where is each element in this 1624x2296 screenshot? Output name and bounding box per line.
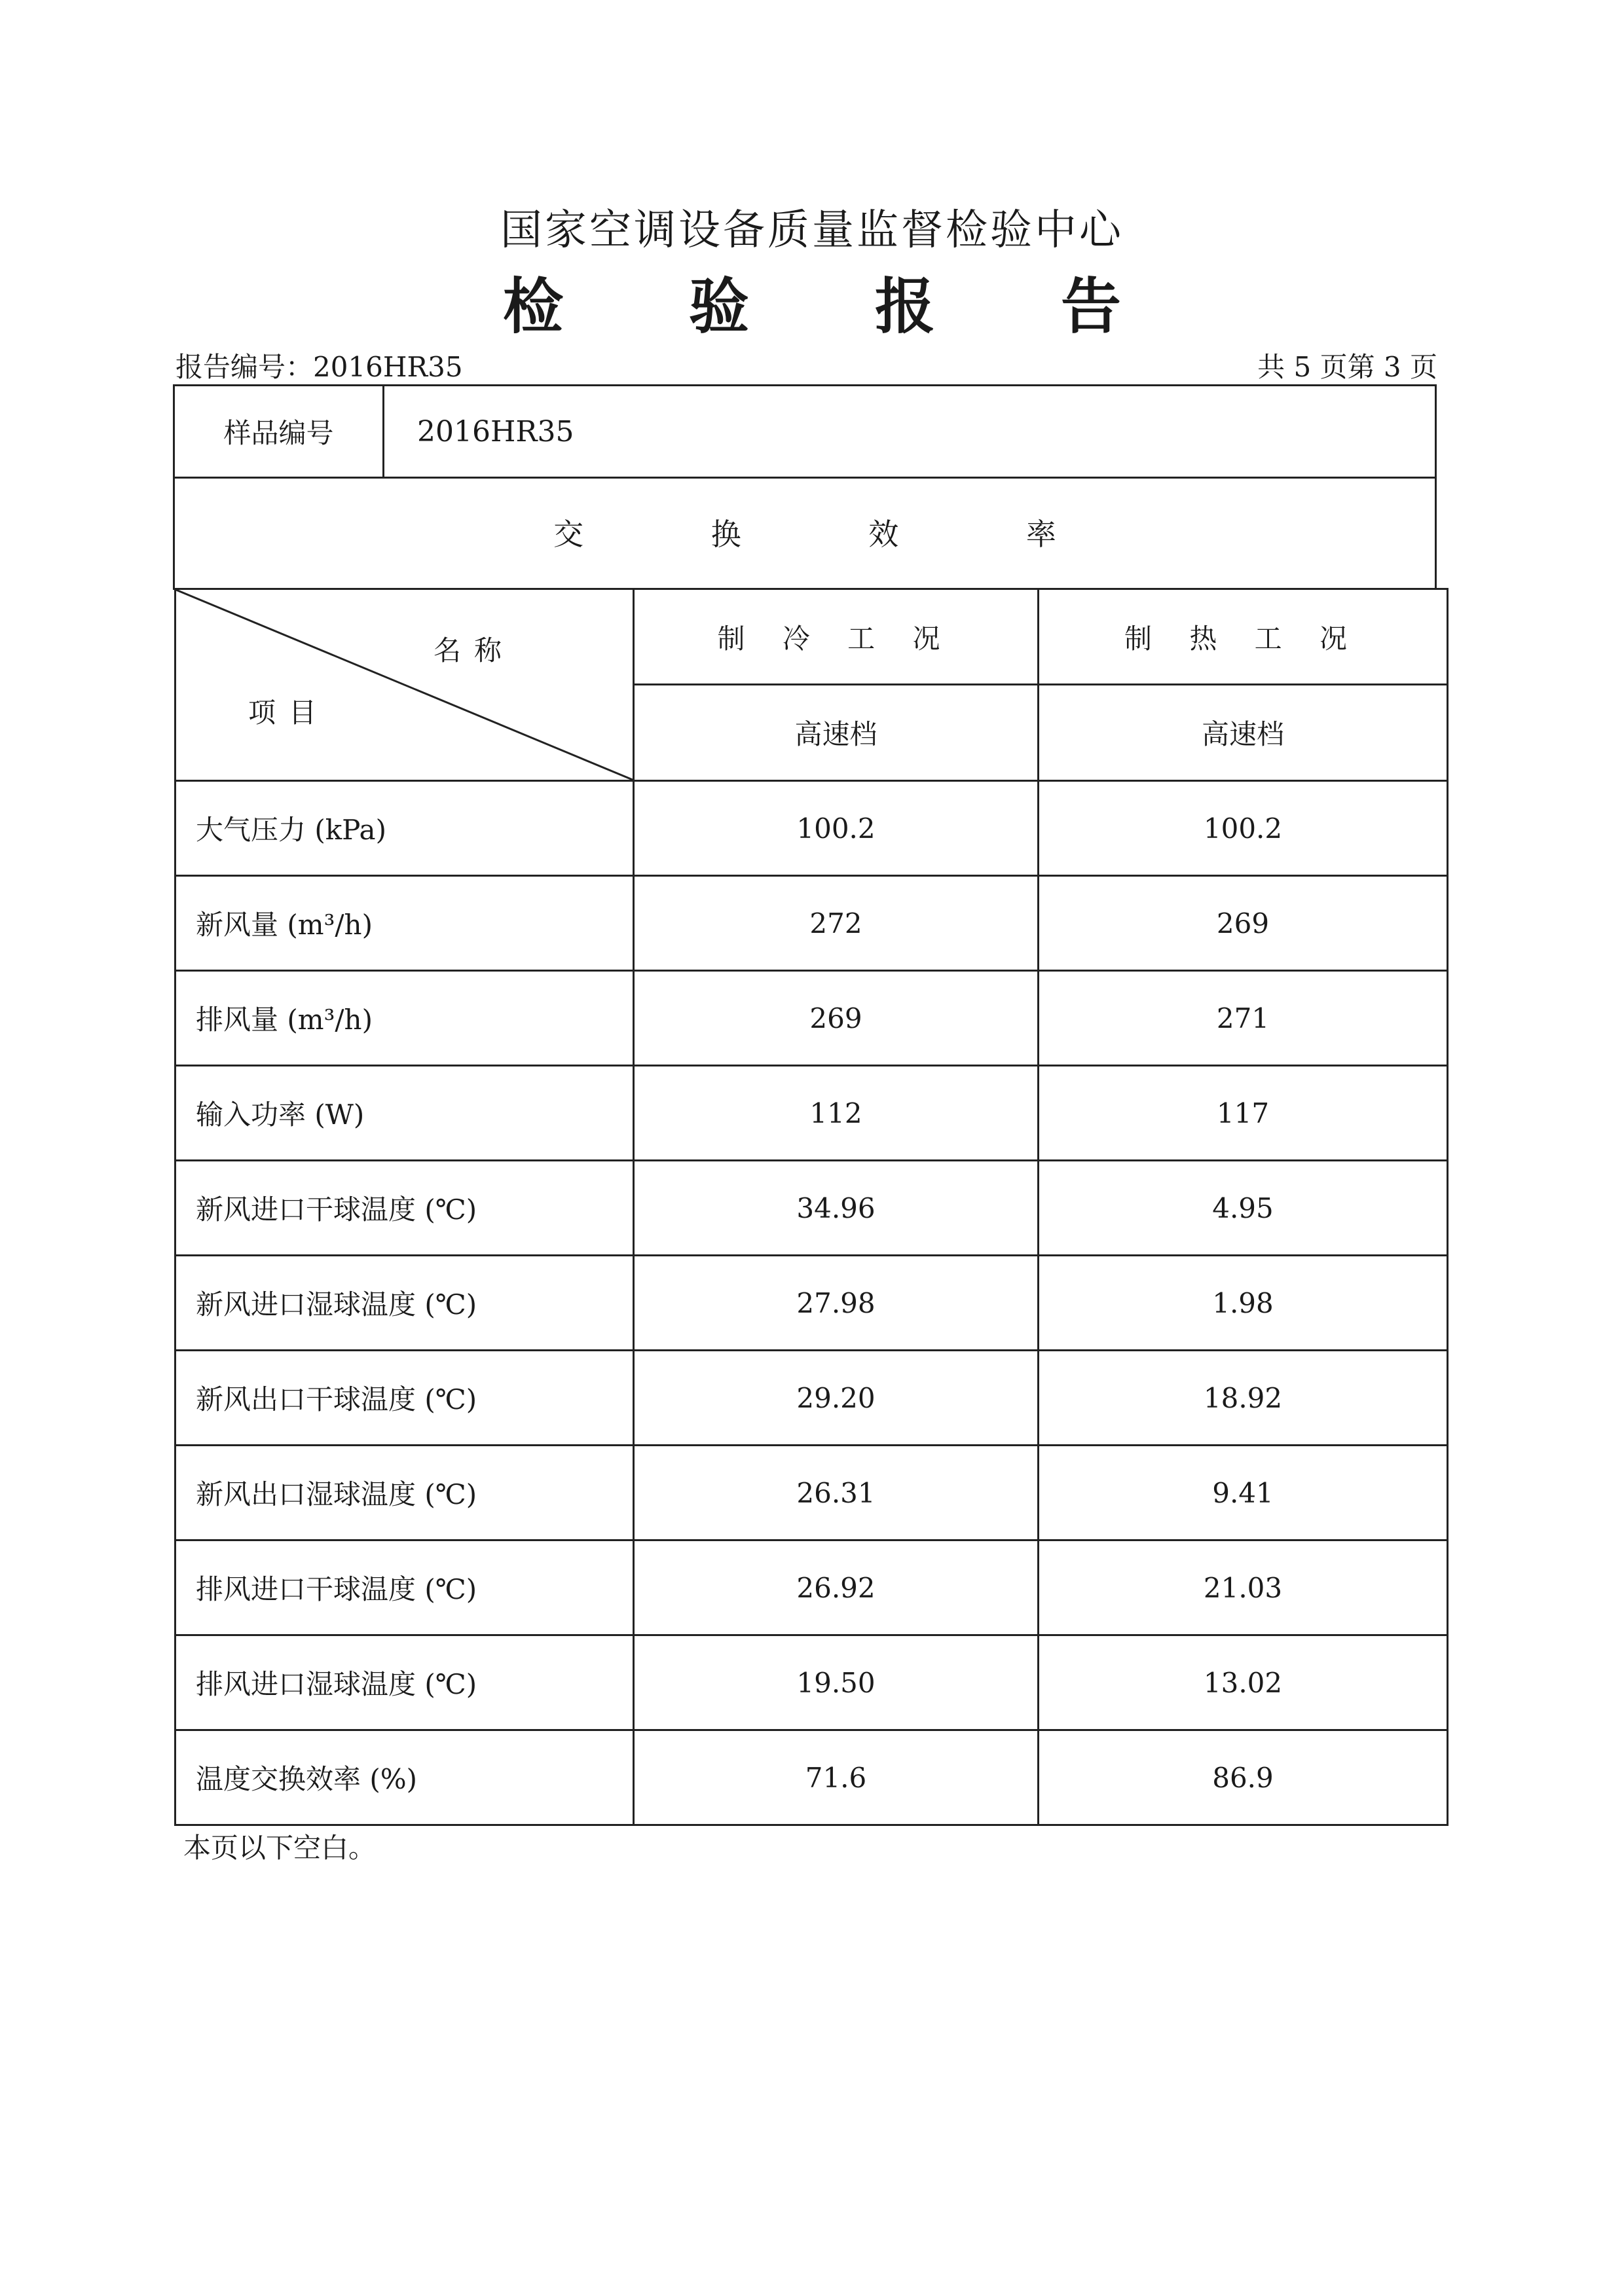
column-header-heating: 制 热 工 况 xyxy=(1039,589,1448,685)
column-header-cooling: 制 冷 工 况 xyxy=(634,589,1039,685)
table-row xyxy=(175,1161,1448,1256)
table-row xyxy=(175,1066,1448,1161)
data-table xyxy=(174,588,1449,1826)
table-row xyxy=(175,1540,1448,1635)
heating-value: 13.02 xyxy=(1039,1635,1448,1730)
row-label: 温度交换效率 (%) xyxy=(175,1730,634,1825)
column-mode-heating: 高速档 xyxy=(1039,685,1448,781)
heating-value: 21.03 xyxy=(1039,1540,1448,1635)
heating-value: 18.92 xyxy=(1039,1351,1448,1446)
table-row xyxy=(175,1635,1448,1730)
table-row xyxy=(175,1730,1448,1825)
page-info: 共 5 页第 3 页 xyxy=(1257,351,1437,383)
table-body xyxy=(175,781,1448,1825)
row-label: 新风出口干球温度 (℃) xyxy=(175,1351,634,1446)
cooling-value: 34.96 xyxy=(634,1161,1039,1256)
cooling-value: 272 xyxy=(634,876,1039,971)
corner-header-name: 名称 xyxy=(433,634,515,666)
cooling-value: 112 xyxy=(634,1066,1039,1161)
row-label: 输入功率 (W) xyxy=(175,1066,634,1161)
row-label: 新风量 (m³/h) xyxy=(175,876,634,971)
row-label: 大气压力 (kPa) xyxy=(175,781,634,876)
cooling-value: 19.50 xyxy=(634,1635,1039,1730)
table-row xyxy=(175,1446,1448,1540)
heating-value: 1.98 xyxy=(1039,1256,1448,1351)
heating-value: 86.9 xyxy=(1039,1730,1448,1825)
organization-name: 国家空调设备质量监督检验中心 xyxy=(500,206,1124,255)
row-label: 新风进口干球温度 (℃) xyxy=(175,1161,634,1256)
heating-value: 9.41 xyxy=(1039,1446,1448,1540)
row-label: 新风出口湿球温度 (℃) xyxy=(175,1446,634,1540)
cooling-value: 269 xyxy=(634,971,1039,1066)
corner-header-cell xyxy=(175,589,634,781)
table-row xyxy=(175,1351,1448,1446)
table-row xyxy=(175,876,1448,971)
section-title: 交 换 效 率 xyxy=(173,477,1437,590)
table-row xyxy=(175,971,1448,1066)
report-number: 报告编号：2016HR35 xyxy=(175,351,463,383)
footer-note: 本页以下空白。 xyxy=(183,1832,377,1864)
cooling-value: 100.2 xyxy=(634,781,1039,876)
table-header-row xyxy=(175,589,1448,685)
sample-label: 样品编号 xyxy=(175,386,384,477)
table-row xyxy=(175,781,1448,876)
heating-value: 4.95 xyxy=(1039,1161,1448,1256)
heating-value: 100.2 xyxy=(1039,781,1448,876)
cooling-value: 26.92 xyxy=(634,1540,1039,1635)
document-title: 检 验 报 告 xyxy=(502,272,1174,342)
row-label: 排风进口干球温度 (℃) xyxy=(175,1540,634,1635)
heating-value: 269 xyxy=(1039,876,1448,971)
sample-row xyxy=(173,384,1437,479)
heating-value: 271 xyxy=(1039,971,1448,1066)
column-mode-cooling: 高速档 xyxy=(634,685,1039,781)
row-label: 排风量 (m³/h) xyxy=(175,971,634,1066)
row-label: 新风进口湿球温度 (℃) xyxy=(175,1256,634,1351)
sample-value: 2016HR35 xyxy=(417,414,574,448)
corner-header-item: 项目 xyxy=(248,697,330,729)
cooling-value: 29.20 xyxy=(634,1351,1039,1446)
cooling-value: 71.6 xyxy=(634,1730,1039,1825)
cooling-value: 27.98 xyxy=(634,1256,1039,1351)
diagonal-line xyxy=(176,590,633,780)
cooling-value: 26.31 xyxy=(634,1446,1039,1540)
row-label: 排风进口湿球温度 (℃) xyxy=(175,1635,634,1730)
table-row xyxy=(175,1256,1448,1351)
heating-value: 117 xyxy=(1039,1066,1448,1161)
